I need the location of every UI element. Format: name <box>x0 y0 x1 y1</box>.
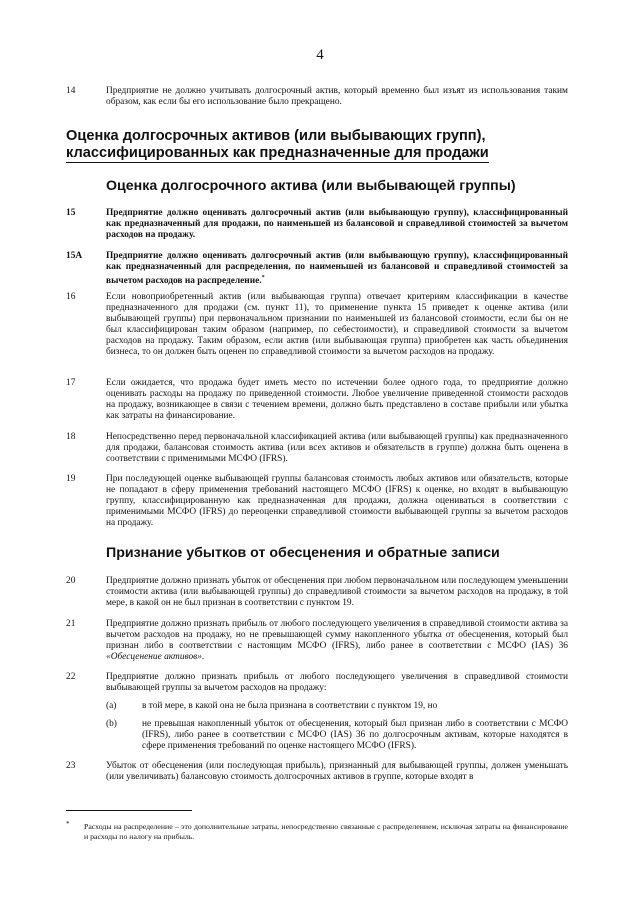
footnote-reference: * <box>261 275 265 282</box>
section-title-line-1: Оценка долгосрочных активов (или выбывающих групп), <box>66 128 486 144</box>
paragraph-number: 21 <box>66 619 76 629</box>
paragraph-15 <box>66 208 568 241</box>
footnote-text: Расходы на распределение – это дополнительные затраты, непосредственно связанные с распределением, исключая затраты на финансирование и расходы по налогу на прибыль. <box>84 822 568 841</box>
paragraph-text: Если ожидается, что продажа будет иметь место по истечении более одного года, то предприятие должно оценивать расходы на продажу по приведенной стоимости. Любое увеличение приведенной стоимости расходов на продажу, возникающее в связи с течением времени, должно быть представлено в составе прибыли или убытка как затраты на финансирование. <box>106 378 568 422</box>
paragraph-text: При последующей оценке выбывающей группы балансовая стоимость любых активов или обязательств, которые не попадают в сферу применения требований настоящего МСФО (IFRS) к оценке, но входят в выбывающую группу, классифицированную как предназначенная для продажи, должна оцениваться в соответствии с применимыми МСФО (IFRS) до переоценки справедливой стоимости выбывающей группы за вычетом расходов на продажу. <box>106 474 568 529</box>
paragraph-19 <box>66 474 568 529</box>
paragraph-text: Предприятие должно оценивать долгосрочный актив (или выбывающую группу), классифицированный как предназначенный для распределения, по наименьшей из балансовой и справедливой стоимостей за вычетом расходов на распределение. <box>106 251 568 287</box>
footnote <box>66 822 568 841</box>
paragraph-text: Если новоприобретенный актив (или выбывающая группа) отвечает критериям классификации в качестве предназначенного для продажи (см. пункт 11), то применение пункта 15 приведет к оценке актива (или выбывающей группы) при первоначальном признании по наименьшей из балансовой стоимости, если бы он не был классифицирован таким образом (например, по себестоимости), и справедливой стоимости за вычетом расходов на продажу. Таким образом, если актив (или выбывающая группа) приобретен как часть объединения бизнеса, то он должен быть оценен по справедливой стоимости за вычетом расходов на продажу. <box>106 292 568 358</box>
subparagraph-a <box>106 701 568 712</box>
paragraph-number: 23 <box>66 761 76 771</box>
paragraph-text: Предприятие должно признать убыток от обесценения при любом первоначальном или последующем уменьшении стоимости актива (или выбывающей группы) до справедливой стоимости за вычетом расходов на продажу, в той мере, в какой он не был признан в соответствии с пунктом 19. <box>106 576 568 609</box>
paragraph-number: 20 <box>66 576 76 586</box>
subheading-impairment: Признание убытков от обесценения и обратные записи <box>106 545 500 561</box>
paragraph-text: Убыток от обесценения (или последующая прибыль), признанный для выбывающей группы, должен уменьшать (или увеличивать) балансовую стоимость долгосрочных активов в группе, которые входят в <box>106 761 568 783</box>
paragraph-number: 19 <box>66 474 76 484</box>
paragraph-text: Предприятие должно признать прибыль от любого последующего увеличения в справедливой стоимости актива за вычетом расходов на продажу, но не превышающей сумму накопленного убытка от обесценения, который был признан либо в соответствии с настоящим МСФО (IFRS), либо ранее в соответствии с МСФО (IAS) 36 <box>106 619 568 652</box>
paragraph-text: Непосредственно перед первоначальной классификацией актива (или выбывающей группы) как предназначенного для продажи, балансовая стоимость актива (или всех активов и обязательств в группе) должна быть оценена в соответствии с применимыми МСФО (IFRS). <box>106 432 568 465</box>
paragraph-22 <box>66 672 568 694</box>
paragraph-16 <box>66 292 568 359</box>
paragraph-text: Предприятие должно оценивать долгосрочный актив (или выбывающую группу), классифицированный как предназначенный для продажи, по наименьшей из балансовой и справедливой стоимостей за вычетом расходов на продажу. <box>106 208 568 241</box>
paragraph-number: 16 <box>66 292 76 302</box>
paragraph-text-end: . <box>201 652 205 663</box>
standard-title: «Обесценение активов» <box>106 652 202 663</box>
footnote-mark: * <box>66 820 70 828</box>
paragraph-number: 15A <box>66 251 83 261</box>
paragraph-text: Предприятие не должно учитывать долгосрочный актив, который временно был изъят из использования таким образом, как если бы его использование было прекращено. <box>106 86 568 108</box>
subheading-measurement: Оценка долгосрочного актива (или выбывающей группы) <box>106 178 516 194</box>
paragraph-number: 15 <box>66 208 76 218</box>
paragraph-23 <box>66 761 568 783</box>
paragraph-number: 14 <box>66 86 76 96</box>
paragraph-21 <box>66 619 568 663</box>
section-title-line-2: классифицированных как предназначенные для продажи <box>66 144 489 161</box>
paragraph-text: Предприятие должно признать прибыль от любого последующего увеличения в справедливой стоимости выбывающей группы за вычетом расходов на продажу: <box>106 672 568 694</box>
paragraph-18 <box>66 432 568 465</box>
subparagraph-text: в той мере, в какой она не была признана в соответствии с пунктом 19, но <box>142 701 438 711</box>
paragraph-number: 17 <box>66 378 76 388</box>
subparagraph-label: (a) <box>106 701 117 711</box>
subparagraph-text: не превышая накопленный убыток от обесценения, который был признан либо в соответствии с МСФО (IFRS), либо ранее в соответствии с МСФО (IAS) 36 по долгосрочным активам, которые находятся в сфере применения требований по оценке настоящего МСФО (IFRS). <box>142 719 568 752</box>
subparagraph-label: (b) <box>106 719 117 729</box>
subparagraph-b <box>106 719 568 752</box>
section-title <box>66 128 562 161</box>
paragraph-14 <box>66 86 568 108</box>
paragraph-15a <box>66 251 568 287</box>
paragraph-20 <box>66 576 568 609</box>
paragraph-number: 22 <box>66 672 76 682</box>
paragraph-17 <box>66 378 568 422</box>
paragraph-number: 18 <box>66 432 76 442</box>
footnote-divider <box>66 810 192 811</box>
page-number: 4 <box>316 47 324 63</box>
